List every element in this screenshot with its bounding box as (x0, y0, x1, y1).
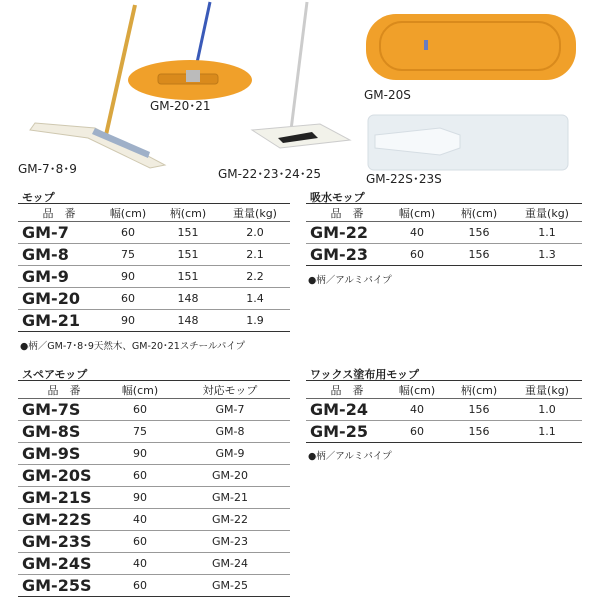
model-number-cell: GM-25S (18, 575, 110, 597)
spec-cell: GM-23 (170, 531, 290, 553)
spec-cell: 1.3 (512, 244, 582, 266)
pad-gm-22s-23s-image (368, 115, 568, 170)
table-row (18, 487, 290, 509)
model-number-cell: GM-22S (18, 509, 110, 531)
pad-gm-20s-image (366, 14, 576, 80)
spec-cell: 40 (110, 553, 170, 575)
table-row (18, 443, 290, 465)
caption-gm-20-21: GM-20･21 (150, 99, 211, 113)
spec-cell: GM-9 (170, 443, 290, 465)
mop-gm-20-21-image (128, 2, 252, 100)
spec-cell: 90 (110, 487, 170, 509)
spec-cell: 151 (156, 222, 220, 244)
model-number-cell: GM-7S (18, 399, 110, 421)
model-number-cell: GM-7 (18, 222, 100, 244)
table-row (306, 222, 582, 244)
spec-cell: GM-25 (170, 575, 290, 597)
column-header: 対応モップ (170, 381, 290, 399)
spec-cell: 151 (156, 266, 220, 288)
spec-cell: 151 (156, 244, 220, 266)
model-number-cell: GM-8S (18, 421, 110, 443)
table-row (18, 399, 290, 421)
column-header: 幅(cm) (388, 204, 446, 222)
caption-gm-22-25: GM-22･23･24･25 (218, 167, 322, 181)
spec-cell: 90 (100, 266, 156, 288)
spec-cell: 60 (110, 465, 170, 487)
table-row (18, 575, 290, 597)
model-number-cell: GM-21S (18, 487, 110, 509)
spec-cell: GM-22 (170, 509, 290, 531)
column-header: 重量(kg) (220, 204, 290, 222)
spare-spec-table (18, 380, 290, 597)
table-row (18, 244, 290, 266)
column-header: 品 番 (18, 204, 100, 222)
spec-cell: 90 (110, 443, 170, 465)
spec-cell: GM-8 (170, 421, 290, 443)
table-row (18, 222, 290, 244)
spec-cell: 60 (110, 399, 170, 421)
spare-section-title: スペアモップ (22, 368, 88, 381)
spec-cell: 1.1 (512, 421, 582, 443)
spec-cell: 1.4 (220, 288, 290, 310)
spec-cell: 1.0 (512, 399, 582, 421)
model-number-cell: GM-9S (18, 443, 110, 465)
wax-handle-note: ●柄／アルミパイプ (308, 451, 392, 462)
spec-cell: 60 (110, 575, 170, 597)
model-number-cell: GM-24 (306, 399, 388, 421)
spec-cell: 40 (388, 399, 446, 421)
model-number-cell: GM-9 (18, 266, 100, 288)
spec-cell: 75 (110, 421, 170, 443)
spec-cell: 156 (446, 399, 512, 421)
model-number-cell: GM-21 (18, 310, 100, 332)
mop-spec-table (18, 203, 290, 332)
spec-cell: GM-21 (170, 487, 290, 509)
table-row (18, 266, 290, 288)
table-row (18, 421, 290, 443)
spec-cell: 156 (446, 222, 512, 244)
column-header: 品 番 (306, 381, 388, 399)
wax-spec-table (306, 380, 582, 443)
spec-cell: 156 (446, 244, 512, 266)
table-header-row (306, 204, 582, 222)
model-number-cell: GM-23 (306, 244, 388, 266)
absorb-spec-table (306, 203, 582, 266)
table-header-row (18, 381, 290, 399)
mop-section-title: モップ (22, 191, 55, 204)
column-header: 品 番 (306, 204, 388, 222)
absorb-handle-note: ●柄／アルミパイプ (308, 275, 392, 286)
column-header: 幅(cm) (110, 381, 170, 399)
caption-gm-22s-23s: GM-22S･23S (366, 172, 442, 186)
table-row (18, 531, 290, 553)
column-header: 柄(cm) (446, 204, 512, 222)
table-row (18, 310, 290, 332)
spec-cell: 60 (388, 421, 446, 443)
table-row (18, 553, 290, 575)
table-row (306, 244, 582, 266)
table-row (18, 288, 290, 310)
table-row (18, 509, 290, 531)
spec-cell: 1.1 (512, 222, 582, 244)
mop-handle-note: ●柄／GM-7･8･9天然木、GM-20･21スチールパイプ (20, 341, 245, 352)
absorb-section-title: 吸水モップ (310, 191, 365, 204)
column-header: 品 番 (18, 381, 110, 399)
table-header-row (18, 204, 290, 222)
caption-gm-20s: GM-20S (364, 88, 411, 102)
spec-cell: 148 (156, 288, 220, 310)
column-header: 重量(kg) (512, 204, 582, 222)
wax-section-title: ワックス塗布用モップ (310, 368, 420, 381)
spec-cell: 1.9 (220, 310, 290, 332)
model-number-cell: GM-25 (306, 421, 388, 443)
spec-cell: 40 (388, 222, 446, 244)
spec-cell: 40 (110, 509, 170, 531)
spec-cell: 156 (446, 421, 512, 443)
table-row (306, 399, 582, 421)
spec-cell: 60 (110, 531, 170, 553)
spec-cell: 148 (156, 310, 220, 332)
model-number-cell: GM-20S (18, 465, 110, 487)
spec-cell: 75 (100, 244, 156, 266)
model-number-cell: GM-8 (18, 244, 100, 266)
column-header: 柄(cm) (156, 204, 220, 222)
spec-cell: 2.0 (220, 222, 290, 244)
mop-gm-22-25-image (252, 2, 350, 148)
column-header: 幅(cm) (388, 381, 446, 399)
spec-cell: GM-24 (170, 553, 290, 575)
model-number-cell: GM-20 (18, 288, 100, 310)
model-number-cell: GM-22 (306, 222, 388, 244)
spec-cell: GM-20 (170, 465, 290, 487)
table-row (306, 421, 582, 443)
spec-cell: 60 (388, 244, 446, 266)
column-header: 幅(cm) (100, 204, 156, 222)
column-header: 柄(cm) (446, 381, 512, 399)
spec-cell: 2.1 (220, 244, 290, 266)
spec-cell: 90 (100, 310, 156, 332)
spec-cell: 60 (100, 288, 156, 310)
spec-cell: GM-7 (170, 399, 290, 421)
model-number-cell: GM-23S (18, 531, 110, 553)
model-number-cell: GM-24S (18, 553, 110, 575)
table-row (18, 465, 290, 487)
caption-gm-7-8-9: GM-7･8･9 (18, 162, 77, 176)
spec-cell: 60 (100, 222, 156, 244)
table-header-row (306, 381, 582, 399)
product-photo (0, 0, 600, 185)
column-header: 重量(kg) (512, 381, 582, 399)
spec-cell: 2.2 (220, 266, 290, 288)
